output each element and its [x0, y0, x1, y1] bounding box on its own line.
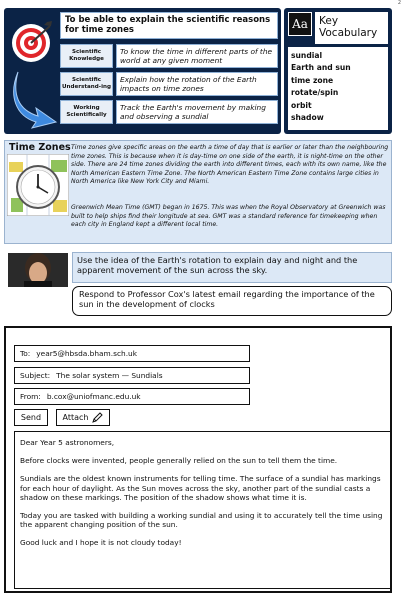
to-label: To: [20, 349, 31, 358]
task-respond-email: Respond to Professor Cox's latest email regarding the importance of the sun in the development of clocks [72, 286, 392, 316]
email-paragraph: Before clocks were invented, people generally relied on the sun to tell them the time. [20, 456, 338, 466]
email-to-field[interactable] [14, 345, 250, 362]
objective-label: Scientific Knowledge [60, 44, 113, 68]
email-window [4, 326, 392, 593]
time-zones-title: Time Zones [9, 142, 71, 153]
time-zones-panel [4, 140, 392, 244]
objective-text: To know the time in different parts of the world at any given moment [116, 44, 278, 68]
vocabulary-word: time zone [291, 75, 334, 85]
vocabulary-word: shadow [291, 113, 324, 123]
gmt-paragraph: Greenwich Mean Time (GMT) began in 1675. This was when the Royal Observatory at Greenwich was built to help ships find their longitude at sea. GMT was a standard reference for timekeeping when each city in England kept a different local time. [71, 204, 386, 229]
task-rotation: Use the idea of the Earth's rotation to explain day and night and the apparent movement of the sun across the sky. [72, 252, 392, 283]
dictionary-icon: Aa [288, 12, 312, 36]
vocabulary-word: orbit [291, 100, 312, 110]
email-paragraph: Today you are tasked with building a working sundial and using it to accurately tell the time using the apparent changing position of the sun. [20, 511, 383, 530]
attach-label: Attach [62, 413, 89, 422]
objective-text: Track the Earth's movement by making and observing a sundial [116, 100, 278, 124]
vocabulary-word: rotate/spin [291, 88, 339, 98]
email-paragraph: Sundials are the oldest known instruments for telling time. The surface of a sundial has markings for each hour of daylight. As the Sun moves across the sky, another part of the sundial casts a shadow on these markings. The position of the shadow shows what time it is. [20, 474, 381, 502]
professor-photo [8, 253, 68, 287]
from-label: From: [20, 392, 41, 401]
to-value: year5@hbsda.bham.sch.uk [36, 349, 138, 358]
objective-text: Explain how the rotation of the Earth impacts on time zones [116, 72, 278, 96]
attach-button[interactable] [56, 409, 110, 426]
objective-title: To be able to explain the scientific reasons for time zones [60, 12, 278, 39]
vocabulary-title: Key Vocabulary [315, 12, 388, 44]
send-button[interactable]: Send [14, 409, 48, 426]
world-clock-icon [7, 154, 69, 216]
subject-label: Subject: [20, 371, 51, 380]
time-zones-paragraph: Time zones give specific areas on the earth a time of day that is earlier or later than the neighbouring time zones. This is because when it is day-time on one side of the earth, it is night-time on the other side. There are 24 time zones dividing the earth into different times, each with its own name, like the North American Eastern Time Zone. The North American Eastern Time Zone contains large cities in North America like New York City and Miami. [71, 144, 389, 186]
page-number: 2 [397, 0, 401, 6]
objective-row-knowledge [60, 44, 278, 68]
vocabulary-word: Earth and sun [291, 63, 351, 73]
objective-row-working [60, 100, 278, 124]
email-subject-field[interactable] [14, 367, 250, 384]
target-icon [10, 20, 54, 64]
curved-arrow-icon [8, 70, 60, 130]
objective-label: Working Scientifically [60, 100, 113, 124]
email-from-field[interactable] [14, 388, 250, 405]
vocabulary-list [288, 47, 388, 130]
pencil-icon [91, 412, 103, 424]
email-body[interactable] [14, 431, 391, 589]
email-greeting: Dear Year 5 astronomers, [20, 438, 115, 447]
objective-label: Scientific Understand-ing [60, 72, 113, 96]
vocabulary-word: sundial [291, 51, 323, 60]
objective-row-understanding [60, 72, 278, 96]
email-signoff: Good luck and I hope it is not cloudy today! [20, 538, 182, 548]
subject-value: The solar system — Sundials [56, 371, 163, 380]
vocabulary-panel [284, 8, 392, 134]
objectives-panel [4, 8, 281, 134]
from-value: b.cox@uniofmanc.edu.uk [46, 392, 141, 401]
